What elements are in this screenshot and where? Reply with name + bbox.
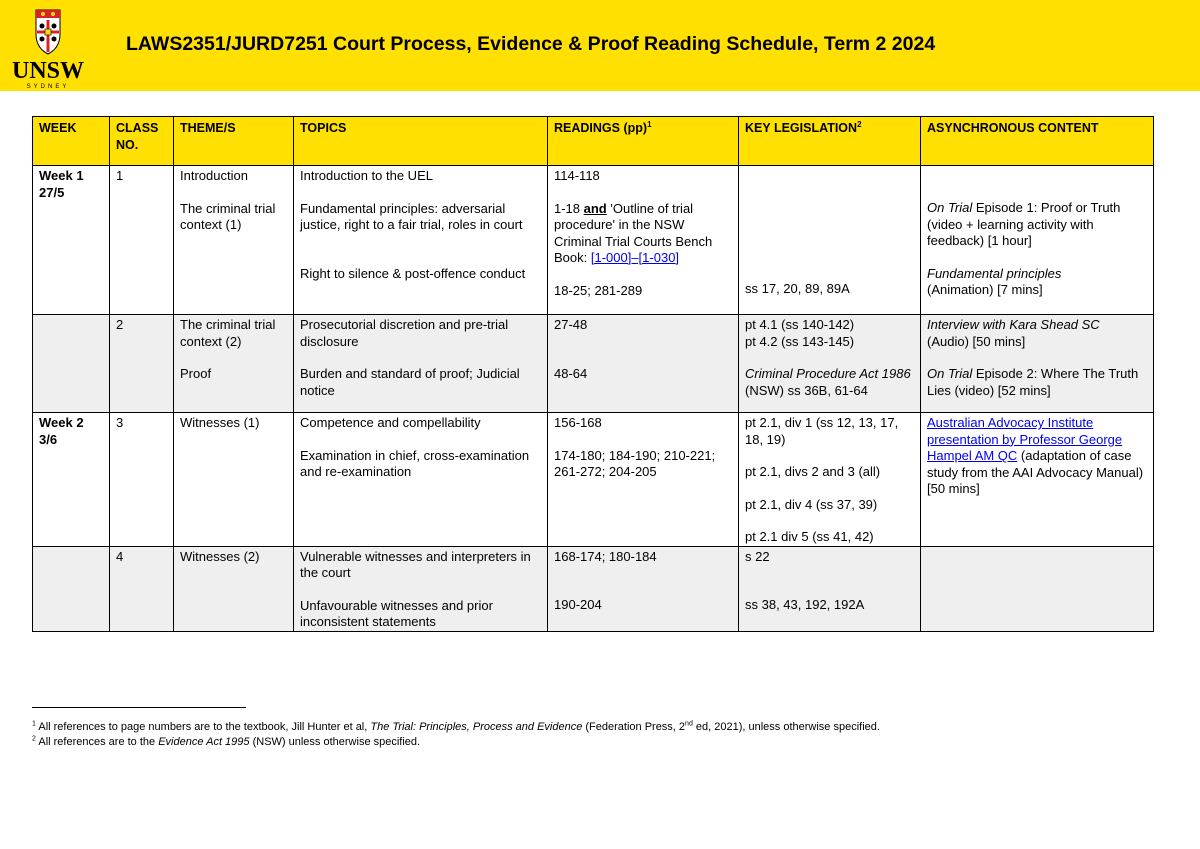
footnote-2: $^2$ All references are to the Evidence Act 1995 (NSW) unless otherwise specified. <box>32 735 421 748</box>
bench-book-link[interactable]: [1-000]–[1-030] <box>590 250 680 265</box>
table-header-row <box>33 117 1154 166</box>
week-cell <box>33 546 110 631</box>
aai-presentation-link[interactable]: Australian Advocacy Institute presentation by Professor George Hampel AM QC <box>927 415 1123 463</box>
topics-cell: Vulnerable witnesses and interpreters in the court Unfavourable witnesses and prior inconsistent statements <box>294 546 548 631</box>
table-row <box>33 315 1154 413</box>
legislation-cell: pt 2.1, div 1 (ss 12, 13, 17, 18, 19) pt 2.1, divs 2 and 3 (all) pt 2.1, div 4 (ss 37, 39) pt 2.1 div 5 (ss 41, 42) <box>739 413 921 547</box>
async-cell: Australian Advocacy Institute presentation by Professor George Hampel AM QC (adaptation of case study from the AAI Advocacy Manual) [50 mins] <box>921 413 1154 547</box>
week-cell: Week 2 3/6 <box>33 413 110 547</box>
footnote-divider <box>32 707 246 708</box>
legislation-cell: ss 17, 20, 89, 89A <box>739 166 921 315</box>
header-class-no: CLASS NO. <box>110 117 174 166</box>
week-cell: Week 1 27/5 <box>33 166 110 315</box>
topics-cell: Competence and compellability Examination in chief, cross-examination and re-examination <box>294 413 548 547</box>
themes-cell: Witnesses (1) <box>174 413 294 547</box>
header-legislation: KEY LEGISLATION$^2$ <box>739 117 921 166</box>
legislation-cell: pt 4.1 (ss 140-142) pt 4.2 (ss 143-145) Criminal Procedure Act 1986 (NSW) ss 36B, 61-64 <box>739 315 921 413</box>
themes-cell: Introduction The criminal trial context (1) <box>174 166 294 315</box>
header-topics: TOPICS <box>294 117 548 166</box>
header-week: WEEK <box>33 117 110 166</box>
unsw-logo <box>8 8 88 90</box>
page-title: LAWS2351/JURD7251 Court Process, Evidence & Proof Reading Schedule, Term 2 2024 <box>126 33 936 55</box>
readings-cell: 156-168 174-180; 184-190; 210-221; 261-272; 204-205 <box>548 413 739 547</box>
footnote-1: $^1$ All references to page numbers are to the textbook, Jill Hunter et al, The Trial: Principles, Process and Evidence (Federation Press, 2nd ed, 2021), unless otherwise specified. <box>32 720 880 733</box>
table-row <box>33 413 1154 547</box>
themes-cell: Witnesses (2) <box>174 546 294 631</box>
header-readings: READINGS (pp)$^1$ <box>548 117 739 166</box>
readings-cell: 27-48 48-64 <box>548 315 739 413</box>
themes-cell: The criminal trial context (2) Proof <box>174 315 294 413</box>
header-themes: THEME/S <box>174 117 294 166</box>
week-cell <box>33 315 110 413</box>
svg-text:UNSW: UNSW <box>11 58 85 84</box>
reading-schedule-table <box>32 116 1154 632</box>
async-cell: Interview with Kara Shead SC (Audio) [50 mins] On Trial Episode 2: Where The Truth Lies (video) [52 mins] <box>921 315 1154 413</box>
topics-cell: Introduction to the UEL Fundamental principles: adversarial justice, right to a fair trial, roles in court Right to silence & post-offence conduct <box>294 166 548 315</box>
topics-cell: Prosecutorial discretion and pre-trial disclosure Burden and standard of proof; Judicial notice <box>294 315 548 413</box>
class-cell: 4 <box>110 546 174 631</box>
header-async: ASYNCHRONOUS CONTENT <box>921 117 1154 166</box>
readings-cell: 114-118 1-18 and 'Outline of trial procedure' in the NSW Criminal Trial Courts Bench Book: [1-000]–[1-030] 18-25; 281-289 <box>548 166 739 315</box>
async-cell <box>921 546 1154 631</box>
footnotes <box>32 720 880 750</box>
svg-text:SYDNEY: SYDNEY <box>26 84 70 90</box>
class-cell: 3 <box>110 413 174 547</box>
table-row <box>33 546 1154 631</box>
class-cell: 1 <box>110 166 174 315</box>
legislation-cell: s 22 ss 38, 43, 192, 192A <box>739 546 921 631</box>
readings-cell: 168-174; 180-184 190-204 <box>548 546 739 631</box>
class-cell: 2 <box>110 315 174 413</box>
header-banner <box>0 0 1200 91</box>
table-row <box>33 166 1154 315</box>
async-cell: On Trial Episode 1: Proof or Truth (video + learning activity with feedback) [1 hour] Fundamental principles (Animation) [7 mins] <box>921 166 1154 315</box>
